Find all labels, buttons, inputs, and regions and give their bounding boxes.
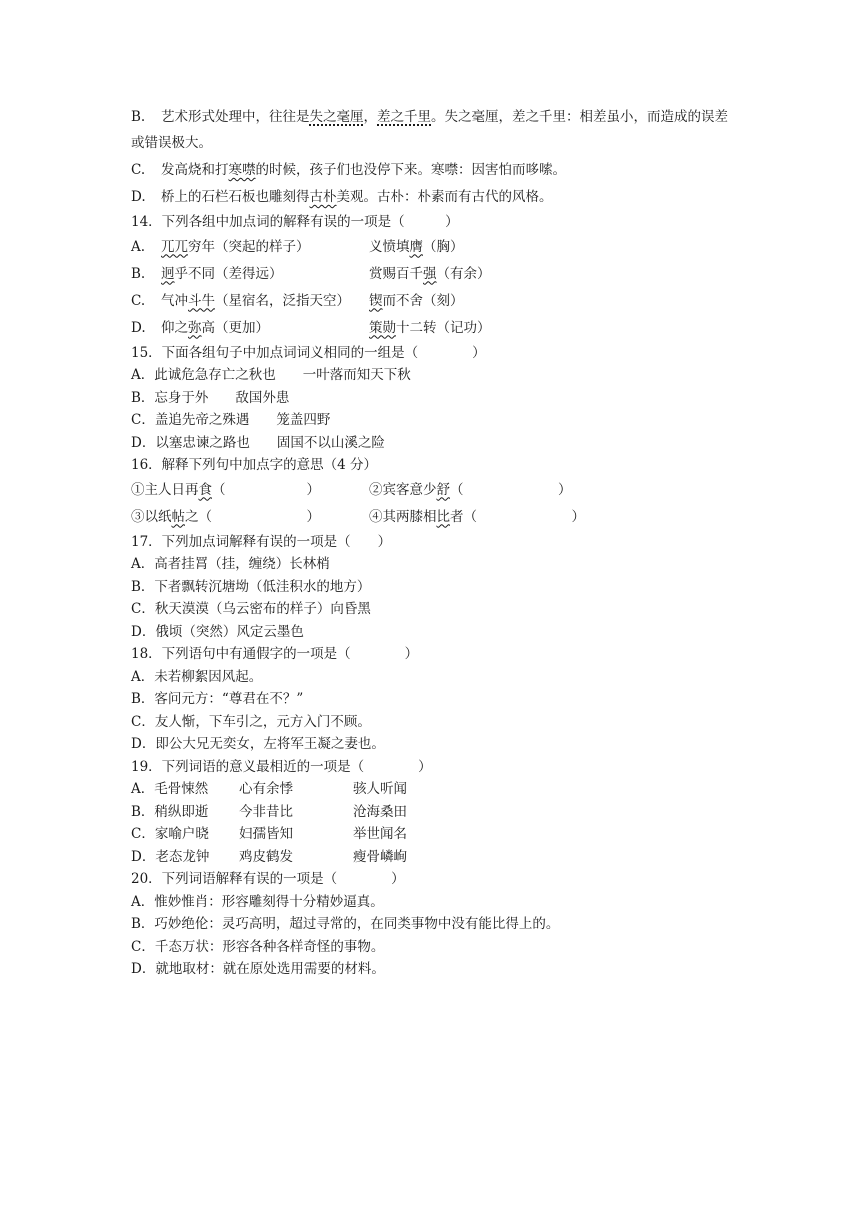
q13-option-b: B. 艺术形式处理中，往往是失之毫厘，差之千里。失之毫厘，差之千里：相差虽小，而造成的误差或错误极大。 <box>131 104 731 156</box>
q14-title: 14．下列各组中加点词的解释有误的一项是（ ） <box>131 214 459 230</box>
q17-option-b: B．下者飘转沉塘坳（低洼积水的地方） <box>131 578 371 595</box>
q16-row-1: ①主人日再食（ ） ②宾客意少舒（ ） <box>131 481 572 498</box>
q16-title: 16．解释下列句中加点字的意思（4 分） <box>131 457 378 473</box>
q15-option-a: A．此诚危急存亡之秋也 一叶落而知天下秋 <box>131 367 411 383</box>
q17-option-a: A．高者挂罥（挂，缠绕）长林梢 <box>131 556 330 572</box>
q17-option-c: C．秋天漠漠（乌云密布的样子）向昏黑 <box>131 601 371 617</box>
q20-option-d: D．就地取材：就在原处选用需要的材料。 <box>131 961 385 977</box>
q15-title: 15．下面各组句子中加点词词义相同的一组是（ ） <box>131 344 486 361</box>
q19-row-d: D．老态龙钟 鸡皮鹤发 瘦骨嶙峋 <box>131 848 407 865</box>
q20-option-a: A．惟妙惟肖：形容雕刻得十分精妙逼真。 <box>131 893 384 910</box>
q19-row-b: B．稍纵即逝 今非昔比 沧海桑田 <box>131 803 407 820</box>
q16-row-2: ③以纸帖之（ ） ④其两膝相比者（ ） <box>131 508 585 525</box>
q13-option-c: C. 发高烧和打寒噤的时候，孩子们也没停下来。寒噤：因害怕而哆嗦。 <box>131 162 566 178</box>
q17-title: 17．下列加点词解释有误的一项是（ ） <box>131 533 392 550</box>
q20-title: 20．下列词语解释有误的一项是（ ） <box>131 871 405 887</box>
dotted-word: 差之千里 <box>377 109 431 125</box>
q19-title: 19．下列词语的意义最相近的一项是（ ） <box>131 758 432 775</box>
q14-row-c: C. 气冲斗牛（星宿名，泛指天空） 锲而不舍（刻） <box>131 292 464 309</box>
q14-row-a: A. 兀兀穷年（突起的样子） 义愤填膺（胸） <box>131 238 464 255</box>
q15-option-b: B．忘身于外 敌国外患 <box>131 389 290 406</box>
q17-option-d: D．俄顷（突然）风定云墨色 <box>131 623 304 640</box>
q15-option-d: D．以塞忠谏之路也 固国不以山溪之险 <box>131 434 385 451</box>
exam-page <box>131 104 731 981</box>
q13-option-d: D. 桥上的石栏石板也雕刻得古朴美观。古朴：朴素而有古代的风格。 <box>131 189 553 205</box>
q18-option-d: D．即公大兄无奕女，左将军王凝之妻也。 <box>131 736 385 752</box>
q15-option-c: C．盖追先帝之殊遇 笼盖四野 <box>131 412 331 428</box>
wavy-word: 寒噤 <box>228 162 256 178</box>
q18-option-c: C．友人惭，下车引之，元方入门不顾。 <box>131 713 371 730</box>
q18-option-a: A．未若柳絮因风起。 <box>131 668 263 685</box>
q18-option-b: B．客问元方：“尊君在不？” <box>131 691 304 707</box>
q19-row-a: A．毛骨悚然 心有余悸 骇人听闻 <box>131 781 407 797</box>
q19-row-c: C．家喻户晓 妇孺皆知 举世闻名 <box>131 826 407 842</box>
option-label: B. <box>131 109 146 125</box>
q20-option-c: C．千态万状：形容各种各样奇怪的事物。 <box>131 938 385 955</box>
q14-row-d: D. 仰之弥高（更加） 策勋十二转（记功） <box>131 319 491 336</box>
q18-title: 18．下列语句中有通假字的一项是（ ） <box>131 646 419 662</box>
q20-option-b: B．巧妙绝伦：灵巧高明，超过寻常的，在同类事物中没有能比得上的。 <box>131 916 560 932</box>
dotted-word: 失之毫厘 <box>309 109 364 125</box>
q14-row-b: B. 迥乎不同（差得远） 赏赐百千强（有余） <box>131 265 491 282</box>
wavy-word: 古朴 <box>309 189 337 205</box>
